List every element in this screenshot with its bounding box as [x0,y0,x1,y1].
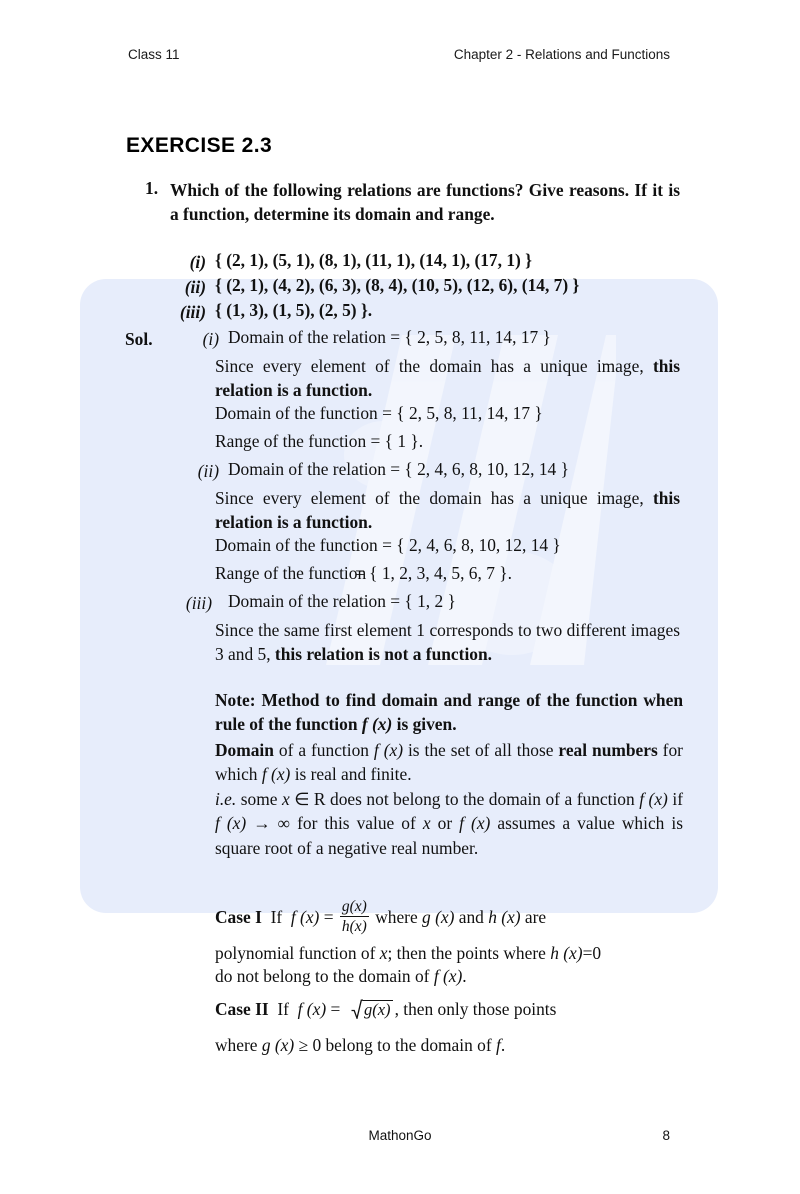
case-1-lhs: f (x) [290,906,320,927]
case-2-after: , then only those points [394,999,557,1019]
ie-p2: ∈ R does not belong to the domain of a function [289,789,640,809]
case-1-h-fn: h (x) [488,906,521,927]
ie-p5: or [430,813,460,834]
domain-definition-math-1: f (x) [373,740,404,760]
solution-ii-range-function-label: Range of the function [215,563,367,583]
running-head [128,47,672,69]
solution-i-reason-bold: this relation is a function. [215,356,680,401]
case-1-cont-line-2 [215,968,467,985]
exercise-title: EXERCISE 2.3 [126,134,273,157]
case-2-line2-c: . [500,1035,506,1055]
case-1-cont-line2-b: . [462,966,467,986]
case-2-line-2 [215,1037,505,1054]
question-item-marker-i: (i) [189,252,206,272]
case-2-lhs: f (x) [297,999,327,1019]
case-1-cont-eq0: =0 [582,943,602,963]
domain-definition-mid-3: for which [215,740,683,785]
note-math-f: f (x) [361,714,393,735]
case-1-numerator: g(x) [341,898,367,915]
solution-ii-range-function-value: = { 1, 2, 3, 4, 5, 6, 7 }. [355,563,512,583]
domain-definition-math-2: f (x) [261,764,291,785]
case-2-eq: = [330,999,341,1019]
running-head-left: Class 11 [128,47,180,62]
note-block [215,688,683,737]
case-1-g-fn: g (x) [422,906,455,927]
solution-marker-ii: (ii) [197,461,219,481]
solution-i-reason-prefix: Since every element of the domain has a unique image, [215,356,653,376]
ie-p6: assumes a value which is square root of a negative real number. [215,813,684,858]
case-1-cont-mid: ; then the points where [387,943,551,963]
case-2-line [215,1000,556,1019]
domain-definition-block [215,738,683,787]
question-item-marker-iii: (iii) [179,302,206,322]
case-1-cont-x: x [379,943,388,963]
domain-definition-mid-1: of a function [273,740,374,760]
solution-iii-reason [215,618,680,667]
question-item-text-i: { (2, 1), (5, 1), (8, 1), (11, 1), (14, 1), (17, 1) } [215,250,533,270]
ie-var-x2: x [422,813,431,834]
solution-i-domain-relation: Domain of the relation = { 2, 5, 8, 11, 14, 17 } [228,327,551,347]
domain-definition-mid-4: is real and finite. [290,764,412,785]
case-2-radical [351,1000,393,1019]
case-2-line2-b: ≥ 0 belong to the domain of [294,1035,496,1055]
question-item-text-ii: { (2, 1), (4, 2), (6, 3), (8, 4), (10, 5), (12, 6), (14, 7) } [215,275,580,295]
case-1-and: and [454,906,489,927]
note-prefix: Note: Method to find domain and range of the function when rule of the function [215,690,683,735]
case-1-cont-line2-a: do not belong to the domain of [215,966,434,986]
running-head-right: Chapter 2 - Relations and Functions [453,47,670,62]
case-2-label: Case II [215,999,269,1019]
case-2-line2-g: g (x) [261,1035,295,1055]
case-1-if: If [270,906,283,927]
case-1-denominator: h(x) [341,918,367,936]
case-1-label: Case I [215,906,262,927]
case-1-cont-prefix: polynomial function of [215,943,380,963]
domain-definition-mid-2: is the set of all those [403,740,559,760]
solution-iii-reason-bold: this relation is not a function. [274,644,492,665]
question-item-marker-ii: (ii) [184,277,206,297]
ie-p3: if [667,789,683,809]
ie-math-f3: f (x) [459,813,491,834]
solution-ii-reason-bold: this relation is a function. [215,488,680,533]
case-1-fraction [340,898,369,936]
solution-i-reason [215,354,680,403]
case-1-cont-line2-f: f (x) [433,966,463,986]
solution-ii-domain-function: Domain of the function = { 2, 4, 6, 8, 10, 12, 14 } [215,535,561,555]
case-2-line2-a: where [215,1035,262,1055]
ie-math-f2: f (x) [215,813,247,834]
solution-label: Sol. [125,329,153,349]
ie-math-f1: f (x) [639,789,668,809]
case-1-cont-h: h (x) [550,943,583,963]
footer-page-number: 8 [662,1128,670,1143]
ie-var-x1: x [282,789,290,809]
solution-marker-i: (i) [202,329,219,349]
ie-label: i.e. [215,789,237,809]
case-1-eq: = [323,906,334,927]
case-2-line2-f: f [495,1035,501,1055]
case-1-are: are [520,906,547,927]
solution-i-range-function: Range of the function = { 1 }. [215,431,424,451]
ie-paragraph-block [215,787,683,860]
radical-sign-icon [351,998,363,1019]
solution-marker-iii: (iii) [185,593,212,613]
solution-iii-reason-prefix: Since the same first element 1 corresponds to two different images 3 and 5, [215,620,680,665]
question-item-text-iii: { (1, 3), (1, 5), (2, 5) }. [215,300,373,320]
footer-brand: MathonGo [368,1128,432,1143]
note-suffix: is given. [392,714,457,735]
solution-iii-domain-relation: Domain of the relation = { 1, 2 } [228,591,456,611]
solution-i-domain-function: Domain of the function = { 2, 5, 8, 11, 14, 17 } [215,403,543,423]
solution-ii-domain-relation: Domain of the relation = { 2, 4, 6, 8, 10, 12, 14 } [228,459,569,479]
case-1-cont-line-1 [215,945,601,962]
case-2-radicand: g(x) [363,1000,391,1019]
case-2-if: If [277,999,289,1019]
case-1-line [215,898,546,936]
ie-p1: some [236,789,282,809]
case-1-after-frac: where [375,906,423,927]
solution-ii-reason [215,486,680,535]
question-number: 1. [145,178,159,198]
ie-p4: → ∞ for this value of [246,813,423,834]
page-footer [128,1128,672,1148]
domain-definition-bold-domain: Domain [215,740,274,760]
solution-ii-reason-prefix: Since every element of the domain has a unique image, [215,488,653,508]
domain-definition-bold-real-numbers: real numbers [558,740,658,760]
question-text: Which of the following relations are functions? Give reasons. If it is a function, determine its domain and range. [170,180,680,225]
